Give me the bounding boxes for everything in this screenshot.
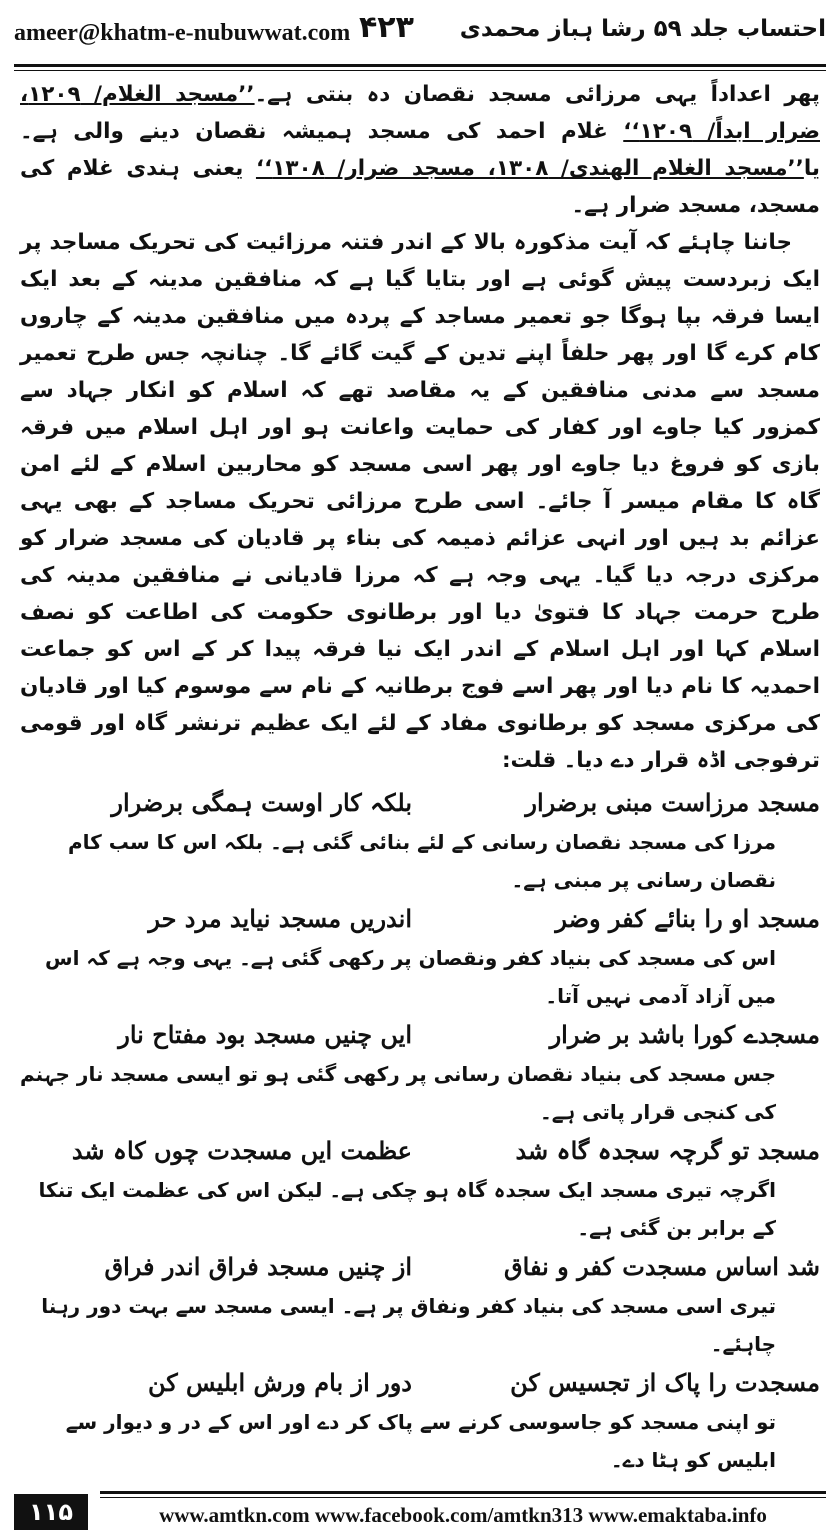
header-email: ameer@khatm-e-nubuwwat.com <box>14 20 351 46</box>
intro-text-3: یعنی ہندی غلام کی مسجد، مسجد ضرار ہے۔ <box>20 156 820 218</box>
hemistich-first: مسجدت را پاک از تجسیس کن <box>510 1368 820 1397</box>
poem-stanza <box>20 1363 820 1479</box>
intro-text-2: غلام احمد کی مسجد ہمیشہ نقصان دینے والی ہے۔ یا <box>20 119 821 181</box>
hemistich-second: ایں چنیں مسجد بود مفتاح نار <box>118 1020 412 1049</box>
persian-poem <box>20 783 820 1479</box>
arabic-phrase-1: ’’مسجد الغلام/ ۱۲۰۹، ضرار ابداً/ ۱۲۰۹‘‘ <box>20 82 820 144</box>
hemistich-second: اندریں مسجد نیاید مرد حر <box>148 904 412 933</box>
poem-stanza <box>20 899 820 1015</box>
poem-stanza <box>20 1131 820 1247</box>
poem-verse <box>20 1363 820 1403</box>
hemistich-first: مسجد او را بنائے کفر وضر <box>555 904 820 933</box>
verse-translation: مرزا کی مسجد نقصان رسانی کے لئے بنائی گئی ہے۔ بلکہ اس کا سب کام نقصان رسانی پر مبنی ہے۔ <box>68 830 776 892</box>
poem-stanza <box>20 1015 820 1131</box>
poem-verse <box>20 1131 820 1171</box>
footer-rule-thick <box>100 1491 826 1494</box>
page-header <box>14 10 826 60</box>
paragraph-intro <box>20 76 820 224</box>
hemistich-second: بلکہ کار اوست ہمگی برضرار <box>111 788 412 817</box>
arabic-phrase-2: ’’مسجد الغلام الهندی/ ۱۳۰۸، مسجد ضرار/ ۱۳۰۸‘‘ <box>255 156 804 181</box>
poem-stanza <box>20 783 820 899</box>
header-rule-thin <box>14 70 826 71</box>
hemistich-first: مسجد مرزاست مبنی برضرار <box>525 788 820 817</box>
hemistich-first: مسجد تو گرچہ سجدہ گاہ شد <box>515 1136 820 1165</box>
poem-stanza <box>20 1247 820 1363</box>
poem-verse <box>20 1247 820 1287</box>
footer-rule-thin <box>100 1497 826 1498</box>
paragraph-main: جاننا چاہئے کہ آیت مذکورہ بالا کے اندر فتنہ مرزائیت کی تحریک مساجد پر ایک زبردست پیش گوئی ہے اور بتایا گیا ہے کہ منافقین مدینہ کے بعد ایک ایسا فرقہ بپا ہوگا جو تعمیر مساجد کے پردہ میں منافقین مدینہ کے چاروں کام کرے گا اور پھر حلفاً اپنے تدین کے گیت گائے گا۔ چنانچہ جس طرح تعمیر مسجد سے مدنی منافقین کے یہ مقاصد تھے کہ اسلام کو انکار جہاد سے کمزور کیا جاوے اور کفار کی حمایت واعانت ہو اور اہل اسلام میں فرقہ بازی کو فروغ دیا جاوے اور پھر اسی مسجد کو محاربین اسلام کے لئے امن گاہ کا مقام میسر آ جائے۔ اسی طرح مرزائی تحریک مساجد کے بھی یہی عزائم بد ہیں اور انہی عزائم ذمیمہ کی بناء پر قادیان کی مسجد ضرار کو مرکزی درجہ دیا گیا۔ یہی وجہ ہے کہ مرزا قادیانی نے منافقین مدینہ کی طرح حرمت جہاد کا فتویٰ دیا اور برطانوی حکومت کی اطاعت کو نصف اسلام کہا اور اہل اسلام کے اندر ایک نیا فرقہ پیدا کر کے اس کو جماعت احمدیہ کا نام دیا اور پھر اسے فوج برطانیہ کے نام سے موسوم کیا اور قادیان کی مرکزی مسجد کو برطانوی مفاد کے لئے ایک عظیم ترنشر گاہ اور قومی ترفوجی اڈہ قرار دے دیا۔ قلت: <box>20 230 820 773</box>
verse-translation: اگرچہ تیری مسجد ایک سجدہ گاہ ہو چکی ہے۔ لیکن اس کی عظمت ایک تنکا کے برابر بن گئی ہے۔ <box>38 1178 776 1240</box>
header-page-number: ۴۲۳ <box>359 10 414 45</box>
poem-verse <box>20 783 820 823</box>
hemistich-first: شد اساس مسجدت کفر و نفاق <box>504 1252 820 1281</box>
intro-text-1: پھر اعداداً یہی مرزائی مسجد نقصان دہ بنتی ہے۔ <box>254 82 821 107</box>
poem-verse <box>20 899 820 939</box>
verse-translation: تیری اسی مسجد کی بنیاد کفر ونفاق پر ہے۔ ایسی مسجد سے بہت دور رہنا چاہئے۔ <box>41 1294 776 1356</box>
header-rule-thick <box>14 64 826 67</box>
hemistich-second: دور از بام ورش ابلیس کن <box>147 1368 412 1397</box>
hemistich-second: عظمت ایں مسجدت چوں کاہ شد <box>71 1136 412 1165</box>
footer-urls: www.amtkn.com www.facebook.com/amtkn313 www.emaktaba.info <box>159 1503 767 1527</box>
folio-number: ۱۱۵ <box>14 1494 88 1530</box>
verse-translation: اس کی مسجد کی بنیاد کفر ونقصان پر رکھی گئی ہے۔ یہی وجہ ہے کہ اس میں آزاد آدمی نہیں آتا۔ <box>44 946 776 1008</box>
verse-translation: تو اپنی مسجد کو جاسوسی کرنے سے پاک کر دے اور اس کے در و دیوار سے ابلیس کو ہٹا دے۔ <box>65 1410 776 1472</box>
hemistich-second: از چنیں مسجد فراق اندر فراق <box>104 1252 412 1281</box>
header-running-title: احتساب جلد ۵۹ رشا ہباز محمدی <box>459 16 826 42</box>
hemistich-first: مسجدے کورا باشد بر ضرار <box>549 1020 820 1049</box>
page-body <box>20 76 820 1479</box>
poem-verse <box>20 1015 820 1055</box>
verse-translation: جس مسجد کی بنیاد نقصان رسانی پر رکھی گئی ہو تو ایسی مسجد نار جہنم کی کنجی قرار پاتی ہے۔ <box>19 1062 776 1124</box>
